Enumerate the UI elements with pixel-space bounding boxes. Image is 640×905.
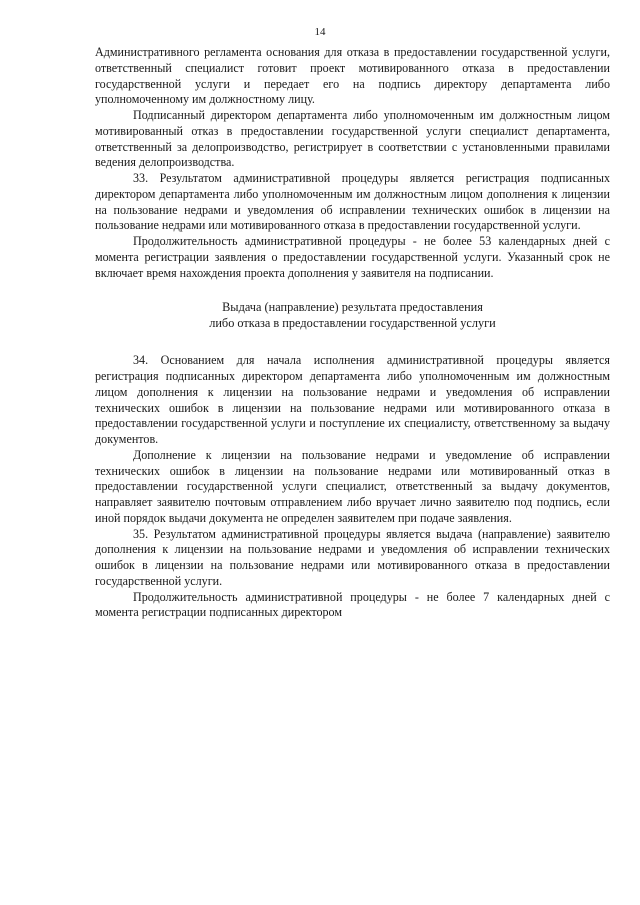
paragraph: 34. Основанием для начала исполнения административной процедуры является регистрация подписанных директором департамента либо уполномоченным им должностным лицом дополнения к лицензии на пользование недрами и уведомления об исправлении технических ошибок в лицензии на пользование недрами или мотивированного отказа в предоставлении государственной услуги и поступление их специалисту, ответственному за выдачу документов. bbox=[95, 353, 610, 446]
paragraphs-before-heading bbox=[95, 45, 610, 281]
section-heading-line: Выдача (направление) результата предоставления bbox=[222, 300, 483, 315]
paragraph: 33. Результатом административной процедуры является регистрация подписанных директором департамента либо уполномоченным им должностным лицом дополнения к лицензии на пользование недрами и уведомления об исправлении технических ошибок в лицензии на пользование недрами или мотивированного отказа в предоставлении государственной услуги. bbox=[95, 171, 610, 233]
document-body bbox=[95, 45, 610, 621]
section-heading bbox=[95, 299, 610, 331]
paragraph: Дополнение к лицензии на пользование недрами и уведомление об исправлении технических ошибок в лицензии на пользование недрами или мотивированный отказ в предоставлении государственной услуги специалист, ответственный за выдачу документов, направляет заявителю почтовым отправлением либо вручает лично заявителю под подпись, если иной порядок выдачи документа не определен заявителем при подаче заявления. bbox=[95, 447, 610, 525]
paragraph: Продолжительность административной процедуры - не более 53 календарных дней с момента регистрации заявления о предоставлении государственной услуги. Указанный срок не включает время нахождения проекта дополнения у заявителя на подписании. bbox=[95, 234, 610, 280]
paragraph: 35. Результатом административной процедуры является выдача (направление) заявителю дополнения к лицензии на пользование недрами и уведомления об исправлении технических ошибок в лицензии на пользование недрами или мотивированного отказа в предоставлении государственной услуги. bbox=[95, 526, 610, 588]
section-heading-line: либо отказа в предоставлении государственной услуги bbox=[209, 316, 496, 331]
paragraphs-after-heading bbox=[95, 353, 610, 621]
paragraph: Административного регламента основания для отказа в предоставлении государственной услуги, ответственный специалист готовит проект мотивированного отказа в предоставлении государственной услуги и передает его на подпись директору департамента либо уполномоченному им должностному лицу. bbox=[95, 45, 610, 107]
page-number: 14 bbox=[314, 26, 326, 38]
paragraph: Подписанный директором департамента либо уполномоченным им должностным лицом мотивированный отказ в предоставлении государственной услуги специалист департамента, ответственный за делопроизводство, регистрирует в соответствии с установленными правилами ведения делопроизводства. bbox=[95, 108, 610, 170]
paragraph: Продолжительность административной процедуры - не более 7 календарных дней с момента регистрации подписанных директором bbox=[95, 589, 610, 620]
